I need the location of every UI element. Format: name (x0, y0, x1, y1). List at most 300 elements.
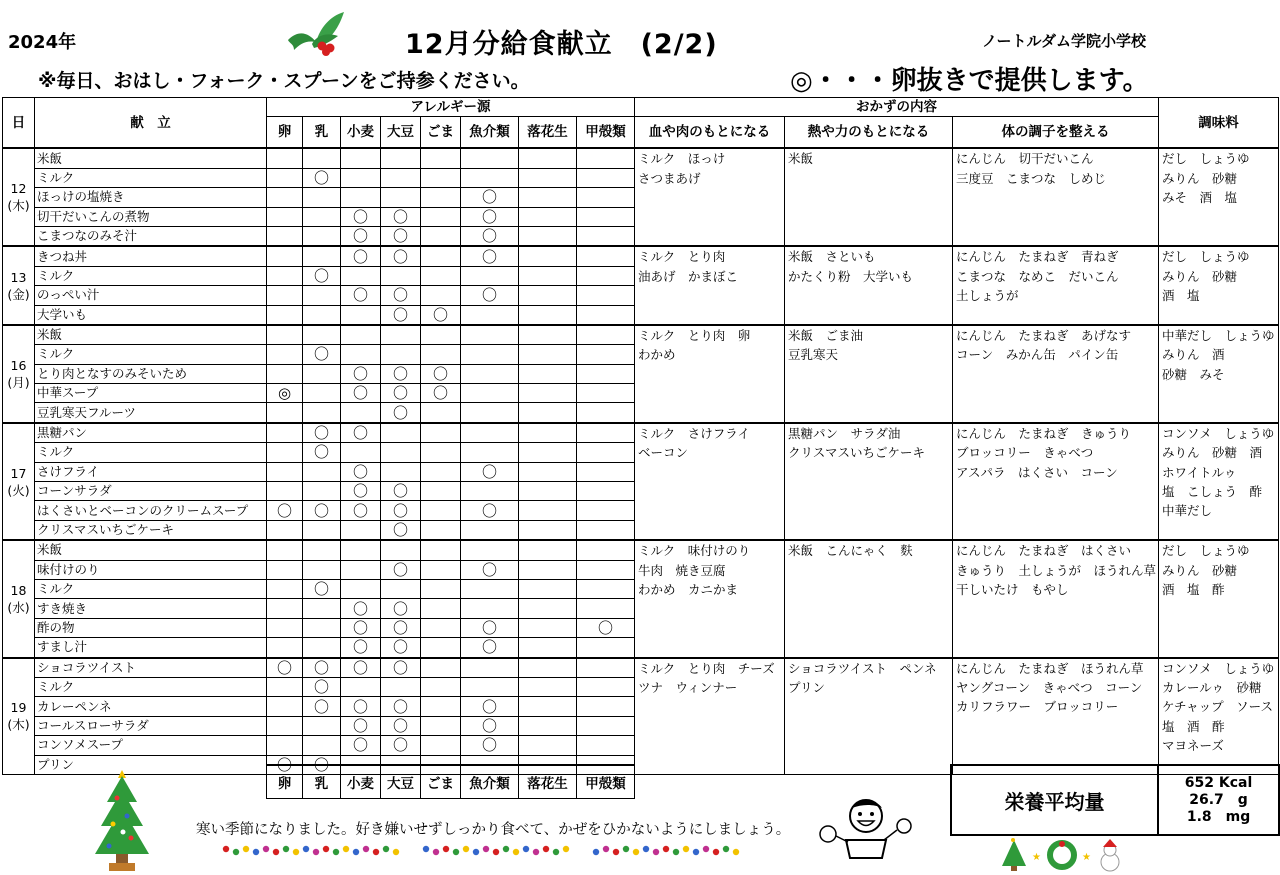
allergen-mark (421, 403, 461, 423)
ornament-bead (633, 849, 639, 855)
allergen-mark (519, 599, 577, 618)
seasoning-cell (1159, 148, 1279, 246)
allergen-footer-cell: 落花生 (519, 765, 577, 799)
allergen-mark (519, 658, 577, 678)
allergen-mark: 〇 (341, 697, 381, 716)
blood-cell (635, 148, 785, 246)
nutrition-values (1158, 765, 1279, 835)
allergen-mark (577, 286, 635, 305)
allergen-mark (577, 364, 635, 383)
allergen-mark (577, 560, 635, 579)
allergen-mark (519, 423, 577, 443)
allergen-mark (519, 246, 577, 266)
allergen-mark (577, 638, 635, 658)
body-cell (953, 540, 1159, 657)
allergen-mark: ◎ (267, 384, 303, 403)
dish-name: さけフライ (35, 462, 267, 481)
allergen-mark (421, 462, 461, 481)
allergen-mark (577, 462, 635, 481)
allergen-mark: 〇 (461, 618, 519, 637)
allergen-mark (577, 716, 635, 735)
allergen-mark (421, 501, 461, 520)
allergen-mark (341, 560, 381, 579)
allergen-mark (577, 443, 635, 462)
child-eating-icon (808, 796, 918, 860)
allergen-mark: 〇 (577, 618, 635, 637)
allergen-mark: 〇 (303, 501, 341, 520)
allergen-mark: 〇 (341, 364, 381, 383)
allergen-mark (577, 207, 635, 226)
allergen-mark (267, 677, 303, 696)
allergen-mark (421, 246, 461, 266)
allergen-mark (461, 677, 519, 696)
blood-item: さつまあげ (638, 170, 701, 186)
allergen-mark: 〇 (381, 599, 421, 618)
energy-cell (785, 423, 953, 540)
allergen-mark (381, 188, 421, 207)
allergen-mark (267, 520, 303, 540)
seasoning-item: みりん 酒 (1162, 347, 1225, 363)
allergen-mark: 〇 (381, 403, 421, 423)
dish-name: 大学いも (35, 305, 267, 325)
allergen-mark (519, 482, 577, 501)
cutlery-notice: ※毎日、おはし・フォーク・スプーンをご持参ください。 (38, 70, 530, 92)
ornament-bead (393, 849, 399, 855)
day-cell: 12 (木) (3, 148, 35, 246)
allergen-mark (267, 403, 303, 423)
allergen-mark (421, 443, 461, 462)
day-cell: 16 (月) (3, 325, 35, 423)
year-label: 2024年 (8, 32, 77, 53)
dish-name: 切干だいこんの煮物 (35, 207, 267, 226)
allergen-mark (519, 384, 577, 403)
ornament-bead (483, 846, 489, 852)
seasoning-item: ホワイトルゥ (1162, 464, 1237, 480)
seasoning-item: 砂糖 みそ (1162, 366, 1225, 382)
allergen-mark (267, 482, 303, 501)
allergen-mark (303, 540, 341, 560)
dish-name: ショコラツイスト (35, 658, 267, 678)
allergen-mark (577, 520, 635, 540)
allergen-mark (303, 618, 341, 637)
allergen-mark (421, 423, 461, 443)
blood-item: 牛肉 焼き豆腐 (638, 562, 726, 578)
menu-body (3, 148, 1279, 774)
body-item: こまつな なめこ だいこん (956, 268, 1119, 284)
allergen-mark: 〇 (381, 618, 421, 637)
allergen-mark (519, 716, 577, 735)
allergen-mark (461, 305, 519, 325)
allergen-mark (519, 501, 577, 520)
body-item: ヤングコーン きゃべつ コーン (956, 679, 1143, 695)
allergen-mark (303, 246, 341, 266)
allergen-mark (303, 520, 341, 540)
allergen-mark (577, 325, 635, 345)
allergen-mark (341, 403, 381, 423)
allergen-mark: 〇 (267, 755, 303, 774)
ornament-bead (593, 849, 599, 855)
allergen-mark: 〇 (461, 560, 519, 579)
body-item: にんじん 切干だいこん (956, 151, 1094, 167)
seasoning-item: コンソメ しょうゆ (1162, 660, 1275, 676)
seasoning-item: みりん 砂糖 (1162, 170, 1238, 186)
allergen-mark (461, 266, 519, 285)
dish-name: ミルク (35, 579, 267, 598)
allergen-mark: 〇 (341, 384, 381, 403)
allergen-mark: 〇 (303, 579, 341, 598)
allergen-mark: 〇 (303, 266, 341, 285)
ornament-bead (663, 846, 669, 852)
allergen-mark (303, 325, 341, 345)
allergen-mark (341, 305, 381, 325)
dish-name: クリスマスいちごケーキ (35, 520, 267, 540)
allergen-mark (519, 403, 577, 423)
allergen-mark (461, 579, 519, 598)
allergen-mark (421, 677, 461, 696)
allergen-mark: 〇 (421, 305, 461, 325)
ornament-bead (733, 849, 739, 855)
allergen-mark: 〇 (341, 462, 381, 481)
allergen-mark (341, 579, 381, 598)
allergen-mark (341, 168, 381, 187)
blood-cell (635, 423, 785, 540)
allergen-mark (381, 345, 421, 364)
allergen-mark: 〇 (461, 462, 519, 481)
allergen-mark: 〇 (461, 638, 519, 658)
ornament-bead (703, 846, 709, 852)
seasoning-cell (1159, 246, 1279, 325)
allergen-mark (381, 677, 421, 696)
allergen-mark (267, 168, 303, 187)
dish-name: のっぺい汁 (35, 286, 267, 305)
seasoning-cell (1159, 540, 1279, 657)
allergen-mark (461, 168, 519, 187)
allergen-mark (519, 638, 577, 658)
ornament-bead (323, 846, 329, 852)
seasoning-header: 調味料 (1159, 98, 1279, 149)
allergen-mark (577, 501, 635, 520)
seasoning-item: だし しょうゆ (1162, 543, 1250, 559)
ornament-bead (543, 846, 549, 852)
ornament-bead (303, 846, 309, 852)
ornament-bead (343, 846, 349, 852)
blood-item: ツナ ウィンナー (638, 679, 738, 695)
allergen-mark (303, 188, 341, 207)
ornament-bead (493, 849, 499, 855)
energy-item: かたくり粉 大学いも (788, 268, 914, 284)
allergen-mark: 〇 (341, 423, 381, 443)
allergen-mark: 〇 (461, 286, 519, 305)
allergen-mark (421, 560, 461, 579)
allergen-mark (519, 618, 577, 637)
day-cell: 17 (火) (3, 423, 35, 540)
allergen-header: 大豆 (381, 117, 421, 149)
body-item: カリフラワー ブロッコリー (956, 699, 1119, 715)
allergen-mark (461, 364, 519, 383)
blood-cell (635, 246, 785, 325)
allergen-mark (577, 246, 635, 266)
seasoning-item: みりん 砂糖 酒 (1162, 445, 1263, 461)
blood-item: ミルク ほっけ (638, 151, 726, 167)
allergen-mark (577, 482, 635, 501)
allergen-mark: 〇 (303, 168, 341, 187)
ornament-bead (253, 849, 259, 855)
allergen-footer-cell: 卵 (267, 765, 303, 799)
seasoning-item: みりん 砂糖 (1162, 562, 1238, 578)
allergen-mark (461, 403, 519, 423)
dish-name: 味付けのり (35, 560, 267, 579)
body-cell (953, 658, 1159, 775)
allergen-mark (421, 736, 461, 755)
body-item: 三度豆 こまつな しめじ (956, 170, 1107, 186)
blood-item: ミルク さけフライ (638, 425, 750, 441)
blood-cell (635, 540, 785, 657)
allergen-mark (577, 403, 635, 423)
allergen-mark (421, 207, 461, 226)
body-cell (953, 423, 1159, 540)
allergen-mark: 〇 (461, 716, 519, 735)
allergen-mark: 〇 (303, 697, 341, 716)
allergen-footer-cell: 魚介類 (461, 765, 519, 799)
allergen-mark (421, 579, 461, 598)
allergen-mark (519, 345, 577, 364)
allergen-mark (421, 599, 461, 618)
allergen-mark (421, 716, 461, 735)
allergen-mark (577, 384, 635, 403)
body-item: 干しいたけ もやし (956, 582, 1069, 598)
allergen-mark: 〇 (381, 286, 421, 305)
allergen-mark (577, 540, 635, 560)
allergen-mark: 〇 (381, 638, 421, 658)
ornament-bead (723, 846, 729, 852)
seasonal-message: 寒い季節になりました。好き嫌いせずしっかり食べて、かぜをひかないようにしましょう。 (196, 822, 791, 838)
ornament-bead (373, 849, 379, 855)
allergen-mark (381, 168, 421, 187)
table-row (3, 658, 1279, 678)
allergen-mark (303, 384, 341, 403)
allergen-mark: 〇 (341, 716, 381, 735)
energy-item: 米飯 さといも (788, 249, 876, 265)
allergen-mark (577, 345, 635, 364)
allergen-mark (461, 384, 519, 403)
nutrition-label: 栄養平均量 (951, 765, 1158, 835)
dish-name: ミルク (35, 677, 267, 696)
seasoning-item: コンソメ しょうゆ (1162, 425, 1275, 441)
body-item: アスパラ はくさい コーン (956, 464, 1118, 480)
dish-name: 米飯 (35, 325, 267, 345)
allergen-mark (577, 658, 635, 678)
allergen-mark: 〇 (303, 658, 341, 678)
allergen-footer-cell: 大豆 (381, 765, 421, 799)
ornament-bead (363, 846, 369, 852)
allergen-footer-cell: 小麦 (341, 765, 381, 799)
allergen-mark: 〇 (461, 501, 519, 520)
allergen-mark (519, 364, 577, 383)
ornament-bead (523, 846, 529, 852)
page-title: 12月分給食献立 (2/2) (405, 29, 718, 60)
ornament-bead (273, 849, 279, 855)
allergen-mark: 〇 (381, 736, 421, 755)
allergen-mark: 〇 (381, 226, 421, 246)
body-cell (953, 246, 1159, 325)
allergen-mark (267, 736, 303, 755)
allergen-mark: 〇 (381, 697, 421, 716)
allergen-mark (577, 599, 635, 618)
energy-cell (785, 246, 953, 325)
category-header: 熱や力のもとになる (785, 117, 953, 149)
allergen-footer-cell: 甲殻類 (577, 765, 635, 799)
allergen-mark (303, 599, 341, 618)
category-header: 血や肉のもとになる (635, 117, 785, 149)
allergen-mark: 〇 (381, 207, 421, 226)
allergen-mark (519, 560, 577, 579)
dish-name: ミルク (35, 345, 267, 364)
allergen-mark (381, 443, 421, 462)
allergen-mark (577, 188, 635, 207)
blood-item: ベーコン (638, 445, 689, 461)
allergen-mark (519, 697, 577, 716)
allergen-mark (421, 168, 461, 187)
allergen-header: 乳 (303, 117, 341, 149)
seasoning-item: マヨネーズ (1162, 738, 1224, 754)
body-cell (953, 325, 1159, 423)
allergen-mark (421, 618, 461, 637)
allergen-mark (267, 207, 303, 226)
allergen-mark (267, 345, 303, 364)
allergen-mark: 〇 (461, 226, 519, 246)
dish-name: カレーペンネ (35, 697, 267, 716)
allergen-mark (267, 148, 303, 168)
seasoning-item: 中華だし (1162, 503, 1213, 519)
allergen-mark (577, 226, 635, 246)
seasoning-item: だし しょうゆ (1162, 249, 1250, 265)
ornament-bead (673, 849, 679, 855)
allergen-mark (519, 286, 577, 305)
allergen-mark: 〇 (381, 482, 421, 501)
allergen-mark: 〇 (341, 618, 381, 637)
day-header: 日 (3, 98, 35, 149)
allergen-mark: 〇 (341, 246, 381, 266)
allergen-mark (341, 443, 381, 462)
blood-item: ミルク とり肉 卵 (638, 327, 751, 343)
allergen-mark: 〇 (421, 364, 461, 383)
allergen-mark: 〇 (381, 384, 421, 403)
blood-item: わかめ (638, 347, 676, 363)
allergen-mark: 〇 (381, 520, 421, 540)
seasoning-cell (1159, 325, 1279, 423)
body-item: にんじん たまねぎ 青ねぎ (956, 249, 1119, 265)
allergen-header: ごま (421, 117, 461, 149)
dish-name: 中華スープ (35, 384, 267, 403)
allergen-mark (421, 638, 461, 658)
allergen-mark: 〇 (341, 658, 381, 678)
ornament-bead (353, 849, 359, 855)
allergen-mark (519, 168, 577, 187)
allergen-mark (577, 305, 635, 325)
dish-name: とり肉となすのみそいため (35, 364, 267, 383)
nutrition-box (950, 764, 1280, 836)
dish-name: ミルク (35, 266, 267, 285)
allergen-mark (303, 305, 341, 325)
seasoning-item: みそ 酒 塩 (1162, 190, 1238, 206)
day-cell: 18 (水) (3, 540, 35, 657)
allergen-mark: 〇 (461, 246, 519, 266)
allergen-mark: 〇 (267, 501, 303, 520)
nutrition-protein: 26.7 g (1189, 791, 1248, 808)
energy-item: 米飯 ごま油 (788, 327, 864, 343)
ornament-bead (313, 849, 319, 855)
nutrition-energy: 652 Kcal (1184, 774, 1253, 791)
allergen-mark (267, 443, 303, 462)
allergen-mark (303, 207, 341, 226)
dish-name: 豆乳寒天フルーツ (35, 403, 267, 423)
ornament-bead (383, 846, 389, 852)
allergen-mark: 〇 (381, 658, 421, 678)
table-row (3, 246, 1279, 266)
dish-name: ほっけの塩焼き (35, 188, 267, 207)
allergen-mark (461, 540, 519, 560)
school-name: ノートルダム学院小学校 (982, 32, 1146, 50)
allergen-mark (267, 716, 303, 735)
dish-name: プリン (35, 755, 267, 774)
ornament-garland-icon (222, 842, 744, 858)
allergen-footer (266, 764, 635, 799)
allergen-mark: 〇 (341, 226, 381, 246)
allergen-mark: 〇 (303, 423, 341, 443)
allergen-mark: 〇 (381, 716, 421, 735)
content-group-header: おかずの内容 (635, 98, 1159, 117)
allergen-mark (519, 266, 577, 285)
allergen-mark (421, 286, 461, 305)
dish-name: コールスローサラダ (35, 716, 267, 735)
seasoning-cell (1159, 658, 1279, 775)
allergen-mark (267, 266, 303, 285)
allergen-mark (381, 540, 421, 560)
allergen-mark (267, 226, 303, 246)
allergen-mark: 〇 (341, 501, 381, 520)
dish-name: 酢の物 (35, 618, 267, 637)
ornament-bead (433, 849, 439, 855)
allergen-mark: 〇 (461, 188, 519, 207)
dish-name: 黒糖パン (35, 423, 267, 443)
allergen-mark (577, 736, 635, 755)
dish-name: こまつなのみそ汁 (35, 226, 267, 246)
ornament-bead (283, 846, 289, 852)
ornament-bead (473, 849, 479, 855)
allergen-mark (381, 579, 421, 598)
blood-cell (635, 658, 785, 775)
allergen-mark (577, 677, 635, 696)
allergen-mark (267, 638, 303, 658)
allergen-mark (421, 266, 461, 285)
allergen-mark (461, 599, 519, 618)
ornament-bead (623, 846, 629, 852)
energy-cell (785, 325, 953, 423)
energy-item: 米飯 (788, 151, 814, 167)
christmas-tree-icon (93, 768, 151, 872)
allergen-header: 落花生 (519, 117, 577, 149)
allergen-mark (461, 148, 519, 168)
allergen-mark (519, 736, 577, 755)
allergen-mark (303, 716, 341, 735)
dish-name: ミルク (35, 443, 267, 462)
allergen-mark (461, 325, 519, 345)
allergen-mark (267, 540, 303, 560)
allergen-mark: 〇 (341, 638, 381, 658)
allergen-mark (341, 540, 381, 560)
energy-item: プリン (788, 679, 826, 695)
allergen-mark: 〇 (341, 599, 381, 618)
